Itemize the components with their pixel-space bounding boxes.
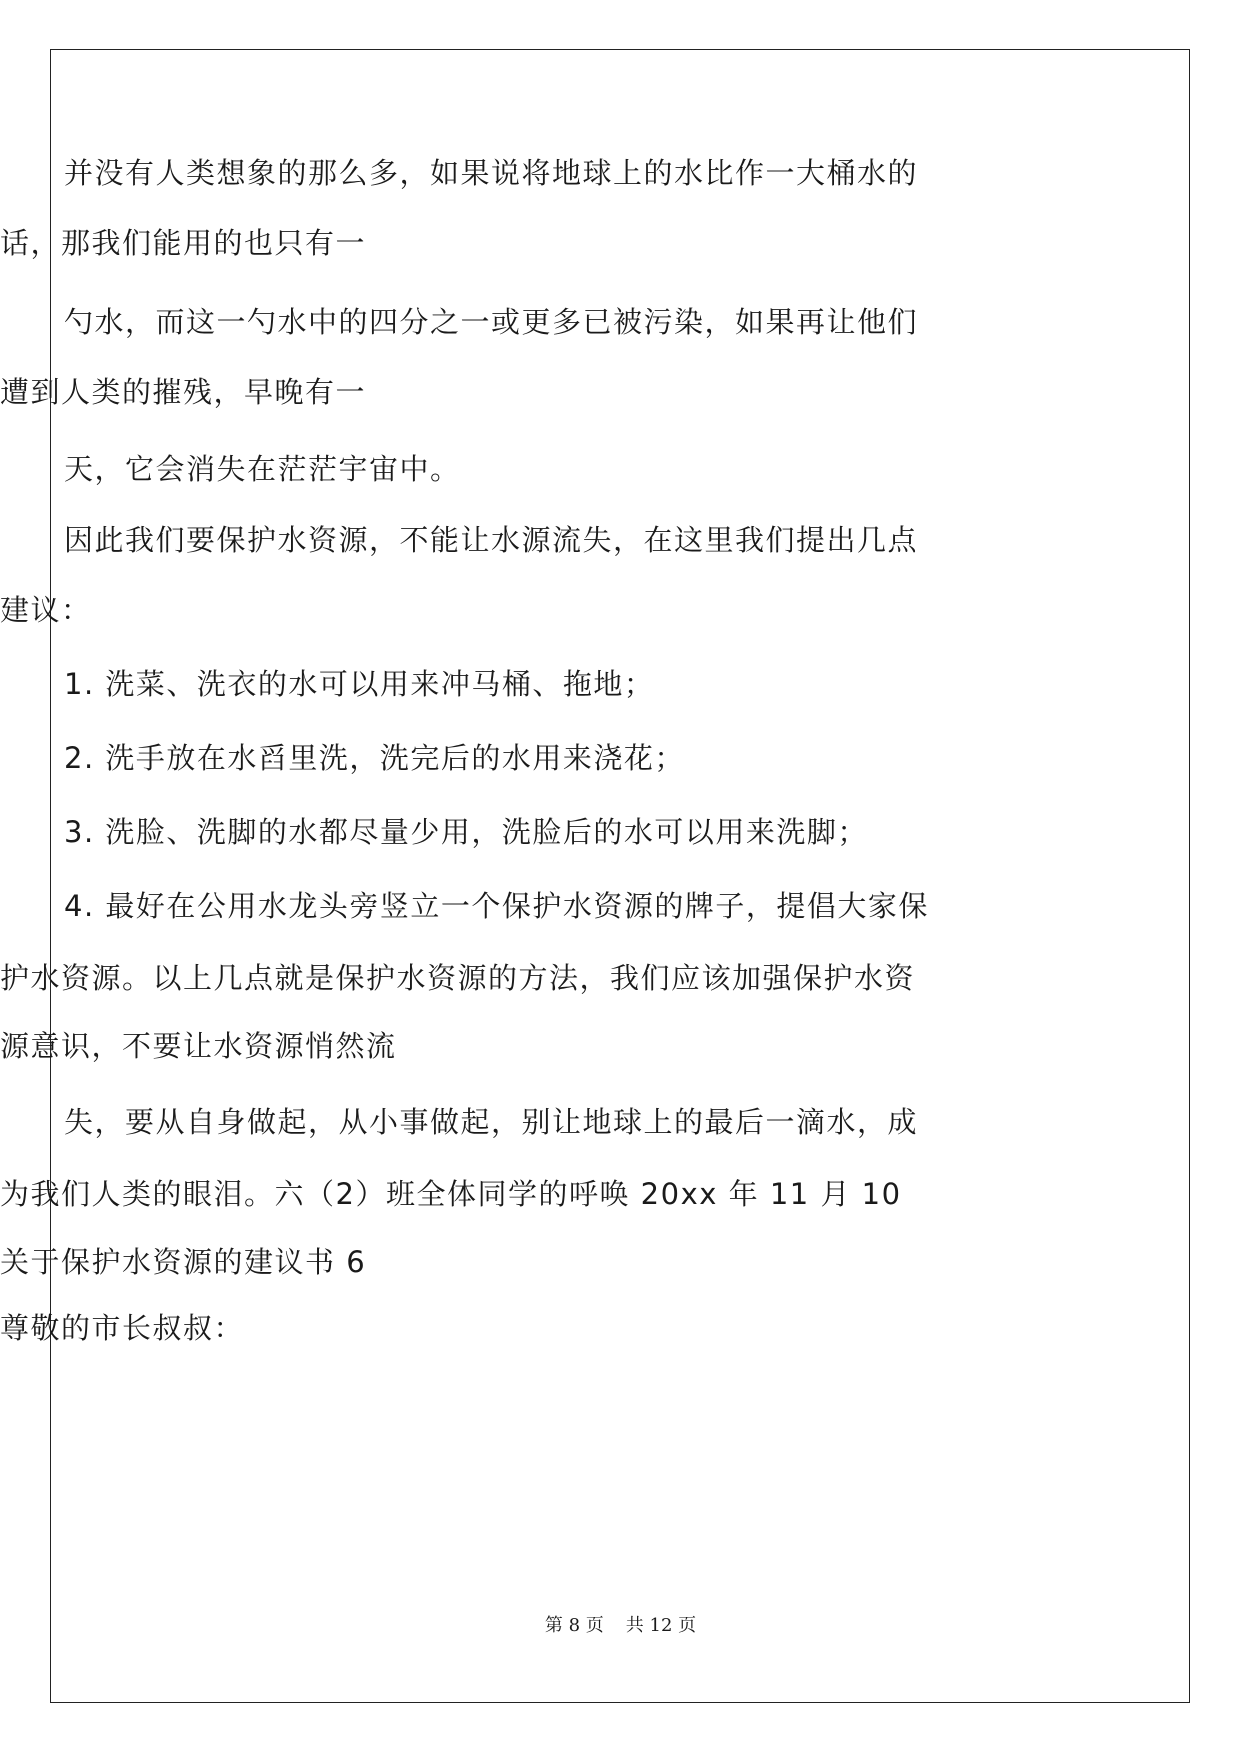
text-line: 建议： bbox=[0, 593, 92, 627]
text-line: 并没有人类想象的那么多，如果说将地球上的水比作一大桶水的 bbox=[64, 156, 919, 190]
list-item: 4. 最好在公用水龙头旁竖立一个保护水资源的牌子，提倡大家保 bbox=[64, 889, 929, 923]
section-heading: 关于保护水资源的建议书 6 bbox=[0, 1245, 367, 1279]
text-line: 话，那我们能用的也只有一 bbox=[0, 226, 367, 260]
page-footer bbox=[0, 1614, 1241, 1638]
text-line: 遭到人类的摧残，早晚有一 bbox=[0, 375, 367, 409]
text-line: 勺水，而这一勺水中的四分之一或更多已被污染，如果再让他们 bbox=[64, 305, 919, 339]
text-line: 源意识，不要让水资源悄然流 bbox=[0, 1029, 397, 1063]
page-number: 第 8 页 bbox=[544, 1615, 604, 1636]
text-line: 为我们人类的眼泪。六（2）班全体同学的呼唤 20xx 年 11 月 10 bbox=[0, 1177, 902, 1211]
text-line: 护水资源。以上几点就是保护水资源的方法，我们应该加强保护水资 bbox=[0, 961, 916, 995]
list-item: 1. 洗菜、洗衣的水可以用来冲马桶、拖地； bbox=[64, 667, 655, 701]
text-line: 因此我们要保护水资源，不能让水源流失，在这里我们提出几点 bbox=[64, 523, 919, 557]
list-item: 2. 洗手放在水舀里洗，洗完后的水用来浇花； bbox=[64, 741, 685, 775]
text-line: 天，它会消失在茫茫宇宙中。 bbox=[64, 452, 461, 486]
salutation: 尊敬的市长叔叔： bbox=[0, 1311, 245, 1345]
list-item: 3. 洗脸、洗脚的水都尽量少用，洗脸后的水可以用来洗脚； bbox=[64, 815, 868, 849]
total-pages: 共 12 页 bbox=[625, 1615, 697, 1636]
page-border bbox=[50, 49, 1190, 1703]
text-line: 失，要从自身做起，从小事做起，别让地球上的最后一滴水，成 bbox=[64, 1105, 919, 1139]
